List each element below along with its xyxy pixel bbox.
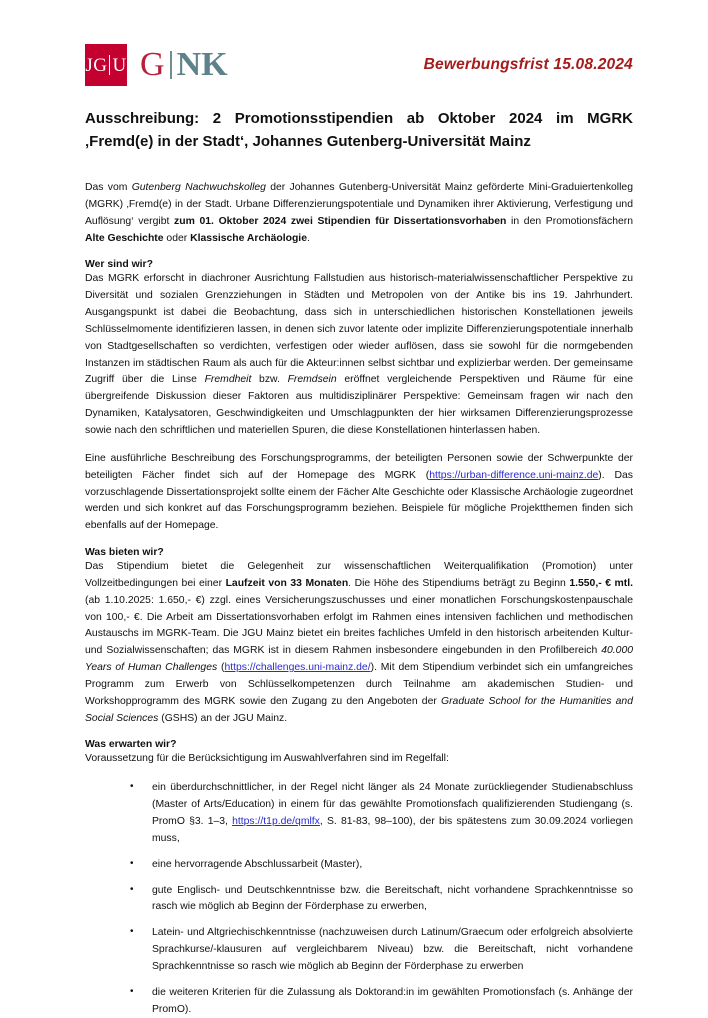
intro-bold-subject-1: Alte Geschichte [85, 232, 164, 244]
list-item [130, 985, 633, 1018]
heading-wer-sind-wir: Wer sind wir? [85, 259, 153, 271]
offer-text-a: Das Stipendium bietet die Gelegenheit zur wissenschaftlichen Weiterqualifikation (Promotion) unter Vollzeitbedingungen bei einer [85, 561, 633, 589]
gnk-divider [170, 51, 172, 79]
intro-bold-subject-2: Klassische Archäologie [190, 232, 307, 244]
list-item [130, 925, 633, 976]
link-promo-pdf[interactable]: https://t1p.de/qmlfx [232, 816, 320, 827]
list-item [130, 857, 633, 874]
bullet-3-text: gute Englisch- und Deutschkenntnisse bzw. die Bereitschaft, nicht vorhandene Sprachkenntnisse so rasch wie möglich ab Beginn der Förderphase zu erwerben, [152, 884, 633, 913]
offer-text-d: ( [217, 662, 225, 674]
intro-bold-date: zum 01. Oktober 2024 zwei Stipendien für Dissertationsvorhaben [174, 215, 507, 227]
bullet-1-text-a: ein überdurchschnittlicher, in der Regel nicht länger als 24 Monate zurückliegender Studienabschluss (Master of Arts/Education) in einem für das gewählte Promotionsfach qualifizierenden Studiengang (s. PromO §3. 1–3, [152, 782, 633, 827]
bullet-2-text: eine hervorragende Abschlussarbeit (Master), [152, 858, 363, 870]
bullet-5-text: die weiteren Kriterien für die Zulassung als Doktorand:in im gewählten Promotionsfach (s. Anhänge der PromO). [152, 986, 633, 1015]
jgu-logo-u: U [112, 54, 127, 76]
who-paragraph-2 [85, 451, 633, 535]
intro-text-b: der Johannes Gutenberg-Universität Mainz geförderte Mini-Graduiertenkolleg (MGRK) ‚Fremd(e) in der Stadt. Urbane Differenzierungspotentiale und Dynamiken ihrer Aktivierung, Verfestigung und Auflösung‘ vergibt [85, 182, 633, 227]
link-urban-difference[interactable]: https://urban-difference.uni-mainz.de [429, 469, 599, 481]
offer-paragraph [85, 559, 633, 727]
expect-lead: Voraussetzung für die Berücksichtigung im Auswahlverfahren sind im Regelfall: [85, 753, 449, 765]
who2-text-b: ). Das vorzuschlagende Dissertationsprojekt sollte einem der Fächer Alte Geschichte oder Klassische Archäologie zugeordnet werden und sich konkret auf das Forschungsprogramm beziehen. Beispiele für mögliche Projektthemen finden sich ebenfalls auf der Homepage. [85, 469, 633, 532]
offer-italic-profilbereich: 40.000 Years of Human Challenges [85, 645, 633, 674]
bullet-1-text-b: , S. 81-83, 98–100), der bis spätestens zum 30.09.2024 vorliegen muss, [152, 816, 633, 844]
who-italic-fremdsein: Fremdsein [287, 374, 337, 386]
bullet-4-text: Latein- und Altgriechischkenntnisse (nachzuweisen durch Latinum/Graecum oder erfolgreich absolvierte Sprachkurse/-klausuren auf vergleichbarem Niveau) bzw. die Bereitschaft, nicht vorhandene Sprachkenntnisse so rasch wie möglich ab Beginn der Förderphase zu erwerben [152, 927, 633, 972]
who-text-a: Das MGRK erforscht in diachroner Ausrichtung Fallstudien aus historisch-materialwissenschaftlicher Perspektive zu Diversität und sozialen Grenzziehungen in Städten und Metropolen von der Antike bis ins 19. Jahrhundert. Ausgangspunkt ist dabei die Beobachtung, dass sich in unterschiedlichen historischen Konstellationen jeweils Schlüsselmomente identifizieren lassen, in denen sich zuvor latente oder implizite Differenzierungspotentiale innerhalb von Stadtgesellschaften so verdichten, verfestigen oder wieder auflösen, dass sie sowohl für die normgebenden Instanzen im städtischen Raum als auch für die Akteur:innen selbst sichtbar und explizierbar werden. Der gemeinsame Zugriff über die Linse [85, 273, 633, 386]
jgu-logo-mark [85, 44, 127, 86]
intro-text-a: Das vom [85, 182, 132, 193]
jgu-logo-jg: JG [85, 54, 108, 76]
gnk-wordmark [140, 48, 228, 82]
who-text-b: bzw. [251, 374, 288, 386]
offer-bold-duration: Laufzeit von 33 Monaten [225, 577, 349, 589]
jgu-gnk-logo [85, 44, 228, 86]
offer-text-e: ). Mit dem Stipendium verbindet sich ein umfangreiches Programm zum Erwerb von Schlüsselkompetenzen durch Teilnahme am akademischen Studien- und Workshopprogramm des MGRK sowie den Zugang zu den Angeboten der [85, 662, 633, 707]
gnk-letters-nk: NK [176, 46, 228, 83]
who-text-c: eröffnet vergleichende Perspektiven und Räume für eine übergreifende Diskussion dieser Faktoren aus multidisziplinärer Perspektive: Gemeinsam fragen wir nach den Dynamiken, Katalysatoren, Geschwindigkeiten und Umschlagpunkten der hier wirksamen Differenzierungsprozesse sowie nach den schriftlichen und materiellen Spuren, die diese Konstellationen hinterlassen haben. [85, 374, 633, 436]
document-header [85, 0, 633, 86]
heading-was-bieten-wir: Was bieten wir? [85, 547, 164, 559]
offer-italic-gshs: Graduate School for the Humanities and Social Sciences [85, 695, 633, 724]
list-item [130, 780, 633, 847]
application-deadline: Bewerbungsfrist 15.08.2024 [423, 56, 633, 73]
intro-text-e: . [306, 232, 310, 244]
page-title [85, 108, 633, 153]
link-challenges[interactable]: https://challenges.uni-mainz.de/ [224, 662, 371, 674]
who-italic-fremdheit: Fremdheit [204, 374, 252, 386]
intro-italic-gnk: Gutenberg Nachwuchskolleg [131, 182, 266, 193]
list-item [130, 883, 633, 917]
heading-was-erwarten-wir: Was erwarten wir? [85, 739, 177, 751]
intro-text-c: in den Promotionsfächern [506, 215, 634, 227]
gnk-letter-g: G [140, 46, 165, 83]
page-title-line2: ‚Fremd(e) in der Stadt‘, Johannes Gutenberg-Universität Mainz [85, 132, 531, 150]
offer-text-f: (GSHS) an der JGU Mainz. [158, 712, 288, 724]
who-paragraph-1 [85, 271, 633, 439]
intro-paragraph [85, 180, 633, 247]
jgu-logo-divider [109, 55, 110, 75]
who2-text-a: Eine ausführliche Beschreibung des Forschungsprogramms, der beteiligten Personen sowie der Schwerpunkte der beteiligten Fächer findet sich auf der Homepage des MGRK ( [85, 452, 633, 481]
page-title-line1: Ausschreibung: 2 Promotionsstipendien ab Oktober 2024 im MGRK [85, 110, 633, 127]
offer-text-c: (ab 1.10.2025: 1.650,- €) zzgl. eines Versicherungszuschusses und einer monatlichen Forschungskostenpauschale von 100,- €. Die Arbeit am Dissertationsvorhaben erfolgt im Rahmen eines intensiven fachlichen und methodischen Austauschs im MGRK-Team. Die JGU Mainz bietet ein breites fachliches Umfeld in den historisch arbeitenden Kultur- und Sozialwissenschaften; das MGRK ist in diesem Rahmen insbesondere eingebunden in den Profilbereich [85, 594, 633, 657]
offer-bold-amount: 1.550,- € mtl. [569, 577, 633, 589]
intro-text-d: oder [163, 232, 191, 244]
requirements-list [85, 780, 633, 1018]
offer-text-b: . Die Höhe des Stipendiums beträgt zu Beginn [348, 577, 570, 589]
